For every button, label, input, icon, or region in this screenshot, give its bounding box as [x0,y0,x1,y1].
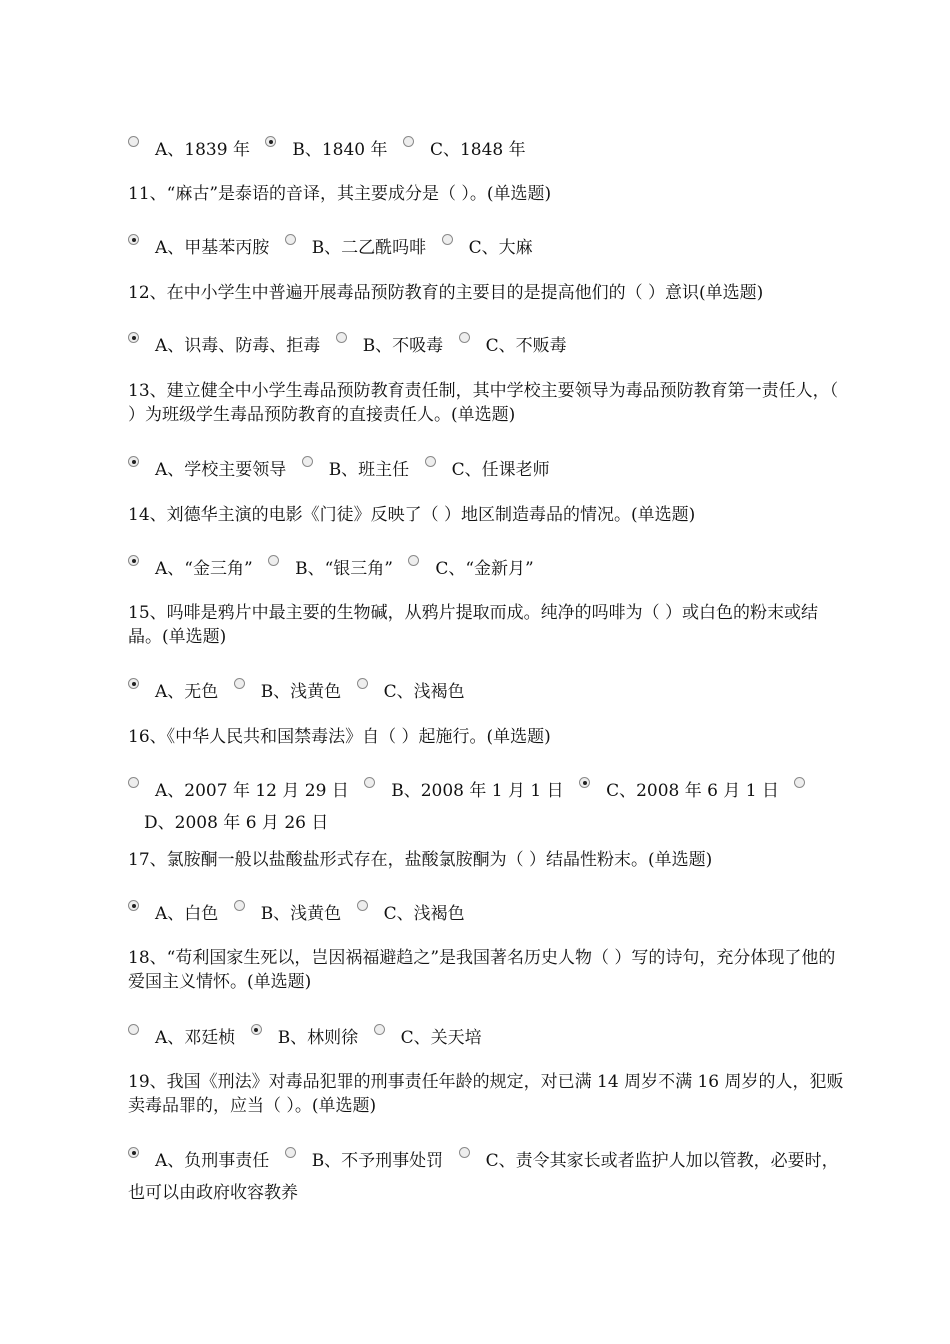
radio-icon[interactable] [403,136,414,147]
radio-icon[interactable] [234,678,245,689]
radio-icon[interactable] [128,777,139,788]
q18-option-a[interactable]: A、邓廷桢 [128,1028,235,1048]
q15-option-a[interactable]: A、无色 [128,682,218,702]
radio-checked-icon[interactable] [128,234,139,245]
q11-option-a[interactable]: A、甲基苯丙胺 [128,238,269,258]
q16-option-b[interactable]: B、2008 年 1 月 1 日 [364,781,563,801]
q13-text: 13、建立健全中小学生毒品预防教育责任制，其中学校主要领导为毒品预防教育第一责任人，（ ）为班级学生毒品预防教育的直接责任人。(单选题) [128,381,839,425]
q19-options [128,1145,852,1209]
q13-option-b[interactable]: B、班主任 [302,460,410,480]
radio-checked-icon[interactable] [265,136,276,147]
q10-options [128,134,852,166]
radio-icon[interactable] [459,1147,470,1158]
radio-checked-icon[interactable] [128,456,139,467]
q14-option-c[interactable]: C、“金新月” [408,559,533,579]
q18-options [128,1022,852,1054]
q16-option-d[interactable]: D、2008 年 6 月 26 日 [128,781,805,833]
q15-option-c[interactable]: C、浅褐色 [357,682,465,702]
radio-icon[interactable] [234,900,245,911]
radio-checked-icon[interactable] [251,1024,262,1035]
q14-options [128,553,852,585]
radio-icon[interactable] [374,1024,385,1035]
q11-option-b[interactable]: B、二乙酰吗啡 [285,238,427,258]
q19-option-a[interactable]: A、负刑事责任 [128,1151,269,1171]
radio-icon[interactable] [268,555,279,566]
radio-checked-icon[interactable] [128,555,139,566]
q11-options [128,232,852,264]
q10-option-a[interactable]: A、1839 年 [128,140,250,160]
radio-icon[interactable] [128,1024,139,1035]
radio-icon[interactable] [336,332,347,343]
radio-icon[interactable] [128,136,139,147]
radio-checked-icon[interactable] [128,678,139,689]
q19-option-b[interactable]: B、不予刑事处罚 [285,1151,444,1171]
radio-checked-icon[interactable] [128,1147,139,1158]
q13-options [128,454,852,486]
q12-options [128,330,852,362]
q15-options [128,676,852,708]
radio-icon[interactable] [459,332,470,343]
q13-option-c[interactable]: C、任课老师 [425,460,550,480]
q15-text: 15、吗啡是鸦片中最主要的生物碱，从鸦片提取而成。纯净的吗啡为（ ）或白色的粉末或结晶。(单选题) [128,603,819,647]
q16-options [128,775,852,839]
radio-icon[interactable] [364,777,375,788]
q14-text: 14、刘德华主演的电影《门徒》反映了（ ）地区制造毒品的情况。(单选题) [128,505,696,525]
radio-icon[interactable] [425,456,436,467]
q12-option-c[interactable]: C、不贩毒 [459,336,567,356]
q13-option-a[interactable]: A、学校主要领导 [128,460,286,480]
radio-checked-icon[interactable] [128,332,139,343]
q11-option-c[interactable]: C、大麻 [442,238,533,258]
q10-option-b[interactable]: B、1840 年 [265,140,387,160]
q10-option-c[interactable]: C、1848 年 [403,140,526,160]
radio-icon[interactable] [285,234,296,245]
radio-icon[interactable] [357,900,368,911]
q16-text: 16、《中华人民共和国禁毒法》自（ ）起施行。(单选题) [128,727,551,747]
q18-option-c[interactable]: C、关天培 [374,1028,482,1048]
radio-icon[interactable] [302,456,313,467]
q12-option-a[interactable]: A、识毒、防毒、拒毒 [128,336,320,356]
q16-option-c[interactable]: C、2008 年 6 月 1 日 [579,781,779,801]
q17-text: 17、氯胺酮一般以盐酸盐形式存在，盐酸氯胺酮为（ ）结晶性粉末。(单选题) [128,850,713,870]
q17-option-b[interactable]: B、浅黄色 [234,904,342,924]
q12-option-b[interactable]: B、不吸毒 [336,336,444,356]
radio-checked-icon[interactable] [579,777,590,788]
q17-option-c[interactable]: C、浅褐色 [357,904,465,924]
q16-option-a[interactable]: A、2007 年 12 月 29 日 [128,781,349,801]
q17-options [128,898,852,930]
q11-text: 11、“麻古”是泰语的音译，其主要成分是（ ）。(单选题) [128,184,552,204]
q15-option-b[interactable]: B、浅黄色 [234,682,342,702]
q18-text: 18、“苟利国家生死以，岂因祸福避趋之”是我国著名历史人物（ ）写的诗句，充分体现了他的爱国主义情怀。(单选题) [128,948,836,992]
radio-icon[interactable] [285,1147,296,1158]
q19-text: 19、我国《刑法》对毒品犯罪的刑事责任年龄的规定，对已满 14 周岁不满 16 周岁的人，犯贩卖毒品罪的，应当（ ）。(单选题) [128,1072,844,1116]
radio-checked-icon[interactable] [128,900,139,911]
q12-text: 12、在中小学生中普遍开展毒品预防教育的主要目的是提高他们的（ ）意识(单选题) [128,283,764,303]
q17-option-a[interactable]: A、白色 [128,904,218,924]
q14-option-b[interactable]: B、“银三角” [268,559,393,579]
radio-icon[interactable] [442,234,453,245]
q18-option-b[interactable]: B、林则徐 [251,1028,359,1048]
radio-icon[interactable] [408,555,419,566]
radio-icon[interactable] [794,777,805,788]
q19-option-c[interactable]: C、责令其家长或者监护人加以管教，必要时，也可以由政府收容教养 [128,1151,839,1203]
q14-option-a[interactable]: A、“金三角” [128,559,253,579]
radio-icon[interactable] [357,678,368,689]
